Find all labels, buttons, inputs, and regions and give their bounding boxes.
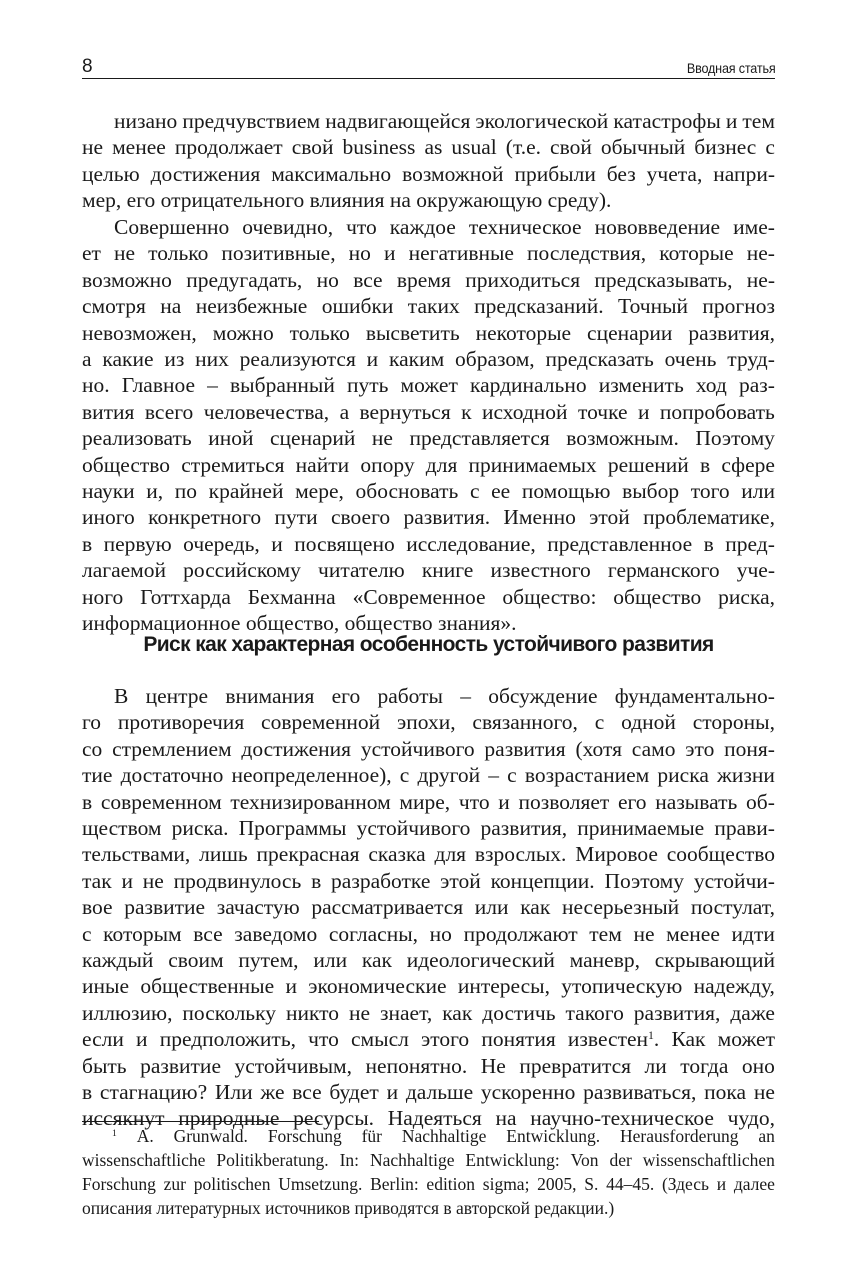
text-line: в современном технизированном мире, что и позволяет его называть об- (82, 789, 775, 814)
text-line: науки и, по крайней мере, обосновать с ее помощью выбор того или (82, 479, 775, 503)
running-title: Вводная статья (686, 60, 775, 76)
text-line: низано предчувствием надвигающейся экологической катастрофы и тем (114, 109, 775, 133)
footnote-line: wissenschaftliche Politikberatung. In: Nachhaltige Entwicklung: Von der wissenschaftlichen (82, 1150, 775, 1170)
text-line: со стремлением достижения устойчивого развития (хотя само это поня- (82, 736, 775, 761)
text-line: иные общественные и экономические интересы, утопическую надежду, (82, 974, 775, 999)
text-line: невозможен, можно только высветить некоторые сценарии развития, (82, 320, 775, 345)
text-line: мер, его отрицательного влияния на окружающую среду). (82, 188, 612, 213)
text-line: тельствами, лишь прекрасная сказка для взрослых. Мировое сообщество (82, 842, 775, 867)
text-line: смотря на неизбежные ошибки таких предсказаний. Точный прогноз (82, 294, 775, 319)
text-line: так и не продвинулось в разработке этой концепции. Поэтому устойчи- (82, 868, 775, 893)
page-number: 8 (82, 56, 93, 77)
text-line: в первую очередь, и посвящено исследование, представленное в пред- (82, 531, 775, 556)
text-line: с которым все заведомо согласны, но продолжают тем не менее идти (82, 921, 775, 946)
text-line: го противоречия современной эпохи, связанного, с одной стороны, (82, 710, 775, 735)
footnote-line: описания литературных источников приводятся в авторской редакции.) (82, 1198, 615, 1218)
text-line: если и предположить, что смысл этого понятия известен$^1$. Как может (82, 1027, 775, 1052)
footnote-marker: 1 (112, 1128, 117, 1140)
text-line: не менее продолжает свой business as usual (т.е. свой обычный бизнес с (82, 135, 775, 160)
text-line: ет не только позитивные, но и негативные последствия, которые не- (82, 241, 775, 266)
text-line: общество стремиться найти опору для принимаемых решений в сфере (82, 452, 775, 477)
text-line: Совершенно очевидно, что каждое техническое нововведение име- (114, 215, 775, 239)
text-line: быть развитие устойчивым, непонятно. Не превратится ли тогда оно (82, 1053, 775, 1078)
text-line: а какие из них реализуются и каким образом, предсказать очень труд- (82, 347, 775, 371)
footnote-line: Forschung zur politischen Umsetzung. Berlin: edition sigma; 2005, S. 44–45. (Здесь и далее (82, 1174, 775, 1194)
footnote-divider (82, 1121, 319, 1122)
text-line: реализовать иной сценарий не представляется возможным. Поэтому (82, 426, 775, 451)
text-line: В центре внимания его работы – обсуждение фундаментально- (114, 684, 775, 708)
page-header (82, 52, 775, 79)
text-line: иного конкретного пути своего развития. Именно этой проблематике, (82, 505, 775, 530)
text-line: целью достижения максимально возможной прибыли без учета, напри- (82, 161, 775, 186)
text-line: возможно предугадать, но все время приходиться предсказывать, не- (82, 267, 775, 292)
text-line: тие достаточно неопределенное), с другой – с возрастанием риска жизни (82, 763, 775, 788)
text-line: ществом риска. Программы устойчивого развития, принимаемые прави- (82, 816, 775, 840)
footnote-line: $^1$ A. Grunwald. Forschung für Nachhaltige Entwicklung. Herausforderung an (112, 1126, 775, 1146)
text-line: вития всего человечества, а вернуться к исходной точке и попробовать (82, 399, 775, 424)
text-line: информационное общество, общество знания». (82, 611, 517, 635)
text-line: вое развитие зачастую рассматривается или как несерьезный постулат, (82, 895, 775, 920)
text-line: лагаемой российскому читателю книге известного германского уче- (82, 558, 775, 583)
text-line: каждый своим путем, или как идеологический маневр, скрывающий (82, 948, 775, 972)
text-line: в стагнацию? Или же все будет и дальше ускоренно развиваться, пока не (82, 1080, 775, 1104)
text-line: иллюзию, поскольку никто не знает, как достичь такого развития, даже (82, 1000, 775, 1025)
section-heading: Риск как характерная особенность устойчивого развития (143, 633, 714, 656)
text-line: ного Готтхарда Бехманна «Современное общество: общество риска, (82, 584, 775, 609)
text-line: иссякнут природные ресурсы. Надеяться на научно-техническое чудо, (82, 1106, 775, 1131)
text-line: но. Главное – выбранный путь может кардинально изменить ход раз- (82, 373, 775, 398)
footnote-reference: 1 (648, 1028, 654, 1043)
